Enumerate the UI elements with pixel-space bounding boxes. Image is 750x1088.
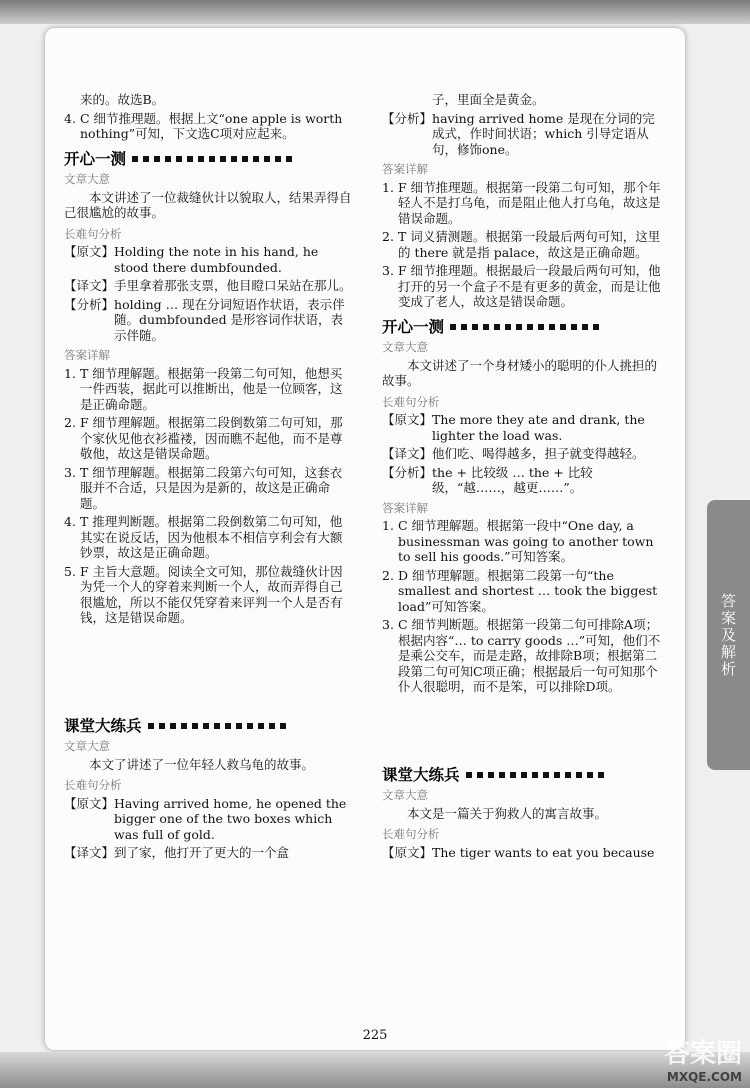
analysis-row: 【分析】 holding … 现在分词短语作状语，表示伴随。dumbfounded 是形容词作状语，表示伴随。: [64, 296, 345, 343]
translation-row: 【译文】 他们吃、喝得越多，担子就变得越轻。: [382, 446, 645, 461]
watermark-logo: 答案圈 MXQE.COM: [663, 1039, 742, 1084]
section-title: 课堂大练兵: [64, 716, 142, 735]
original-row: 【原文】 Having arrived home, he opened the bigger one of the two boxes which was full of gold.: [64, 795, 347, 842]
summary-text: 本文是一篇关于狗救人的寓言故事。: [407, 805, 608, 821]
answers-label: 答案详解: [64, 348, 110, 362]
summary-text: 本文讲述了一个身材矮小的聪明的仆人挑担的故事。: [382, 357, 658, 388]
section-header: [382, 765, 664, 784]
list-item: 3. C 细节判断题。根据第一段第二句可排除A项；根据内容“… to carry goods …”可知，他们不是乘公交车，而是走路，故排除B项；根据第二段第二句可知C项正确；根据最后一句可知那个仆人很聪明，而不是笨，可以排除D项。: [382, 617, 661, 694]
section-squares: [132, 156, 292, 162]
translation-row: 【译文】 手里拿着那张支票，他目瞪口呆站在那儿。: [64, 278, 352, 293]
list-item: 来的。故选B。: [80, 92, 165, 107]
translation-row: 【译文】 到了家，他打开了更大的一个盒: [64, 845, 290, 860]
summary-label: 文章大意: [64, 739, 110, 753]
list-item: 1. T 细节理解题。根据第一段第二句可知，他想买一件西装，据此可以推断出，他是一位顾客，这是正确命题。: [64, 365, 343, 412]
section-squares: [148, 723, 286, 729]
summary-text: 本文讲述了一位裁缝伙计以貌取人，结果弄得自己很尴尬的故事。: [64, 189, 352, 220]
list-item: 1. C 细节理解题。根据第一段中“One day, a businessman was going to another town to sell his goods.”可知答案。: [382, 518, 654, 564]
side-tab-answers: 答案及解析: [707, 500, 750, 770]
original-row: 【原文】 Holding the note in his hand, he stood there dumbfounded.: [64, 244, 319, 275]
list-item: 4. C 细节推理题。根据上文“one apple is worth nothing”可知，下文选C项对应起来。: [64, 110, 343, 141]
list-item: 3. F 细节推理题。根据最后一段最后两句可知，他打开的另一个盒子不是有更多的黄金，而是让他变成了老人，故这是错误命题。: [382, 263, 661, 309]
section-squares: [450, 324, 599, 330]
section-title: 开心一测: [64, 149, 127, 168]
section-header: [64, 716, 354, 735]
answers-label: 答案详解: [382, 162, 428, 176]
top-scan-band: [0, 0, 750, 24]
sentence-label: 长难句分析: [64, 226, 122, 241]
list-item: 2. D 细节理解题。根据第二段第一句“the smallest and shortest … took the biggest load”可知答案。: [382, 567, 658, 614]
sentence-label: 长难句分析: [64, 778, 122, 792]
list-item: 3. T 细节理解题。根据第二段第六句可知，这套衣服并不合适，只是因为是新的，故这是正确命题。: [64, 464, 343, 511]
left-column: [64, 92, 354, 864]
answers-list: [382, 518, 664, 695]
list-item: 2. T 词义猜测题。根据第一段最后两句可知，这里的 there 就是指 palace，故这是正确命题。: [382, 229, 661, 260]
list-item: 5. F 主旨大意题。阅读全文可知，那位裁缝伙计因为凭一个人的穿着来判断一个人，故而弄得自己很尴尬，所以不能仅凭穿着来评判一个人是否有钱，这是错误命题。: [64, 563, 343, 625]
answers-label: 答案详解: [382, 500, 428, 515]
list-item: 子，里面全是黄金。: [432, 92, 545, 107]
sentence-label: 长难句分析: [382, 827, 440, 841]
summary-text: 本文了讲述了一位年轻人救乌龟的故事。: [89, 756, 315, 772]
sentence-label: 长难句分析: [382, 394, 440, 409]
original-row: 【原文】 The tiger wants to eat you because: [382, 844, 655, 860]
page-number: 225: [362, 1028, 388, 1043]
list-item: 2. F 细节理解题。根据第二段倒数第二句可知，那个家伙见他衣衫褴褛，因而瞧不起他，而不是尊敬他，故这是错误命题。: [64, 415, 343, 461]
section-squares: [466, 772, 604, 778]
section-title: 开心一测: [382, 317, 445, 336]
section-header: [64, 149, 354, 168]
answers-list: [64, 366, 354, 626]
bottom-scan-band: [0, 1052, 750, 1088]
summary-label: 文章大意: [382, 340, 428, 354]
answers-list: [382, 180, 664, 310]
right-column: [382, 92, 664, 863]
list-item: 1. F 细节推理题。根据第一段第二句可知，那个年轻人不是打乌龟，而是阻止他人打乌龟，故这是错误命题。: [382, 179, 661, 226]
section-header: [382, 317, 664, 336]
analysis-row: 【分析】 having arrived home 是现在分词的完成式，作时间状语；which 引导定语从句，修饰one。: [382, 110, 655, 157]
summary-label: 文章大意: [382, 788, 428, 802]
list-item: 4. T 推理判断题。根据第二段倒数第二句可知，他其实在说反话，因为他根本不相信亨利会有大额钞票，故这是正确命题。: [64, 514, 343, 560]
original-row: 【原文】 The more they ate and drank, the lighter the load was.: [382, 412, 645, 443]
summary-label: 文章大意: [64, 172, 110, 186]
analysis-row: 【分析】 the + 比较级 … the + 比较级，“越……，越更……”。: [382, 464, 593, 495]
section-title: 课堂大练兵: [382, 765, 460, 784]
